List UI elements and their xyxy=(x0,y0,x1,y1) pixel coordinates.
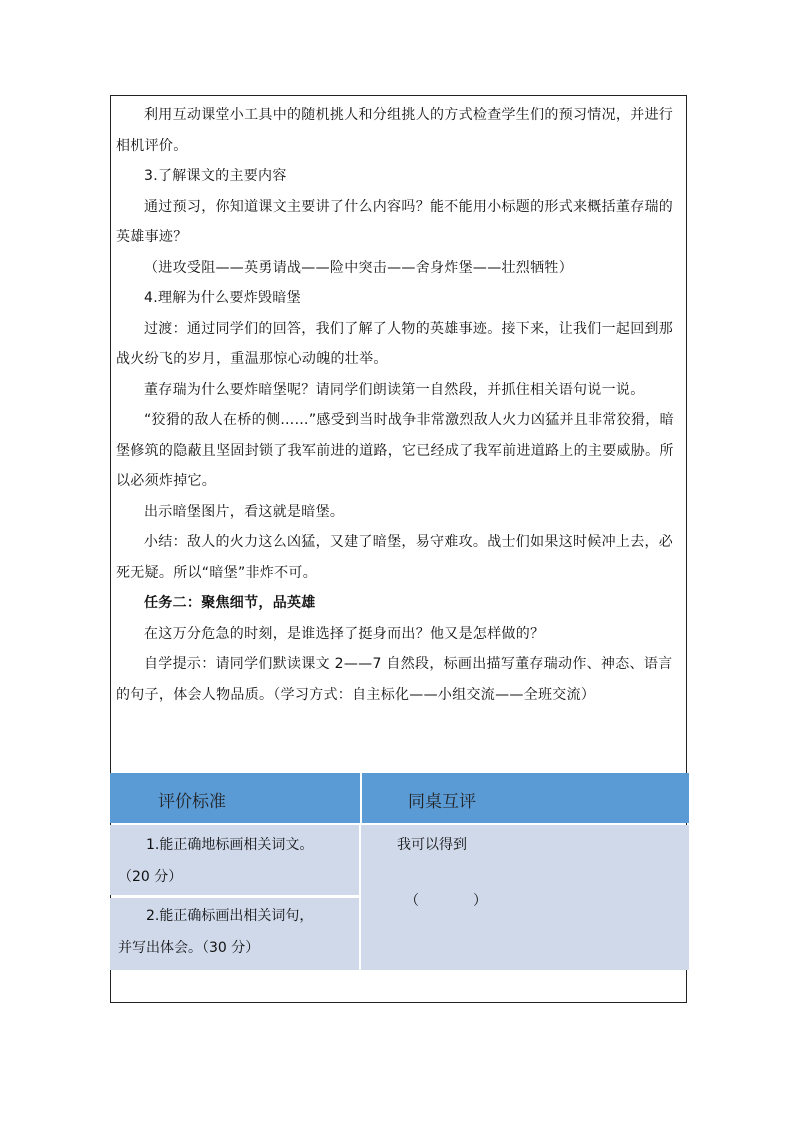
peer-review-text: 我可以得到 xyxy=(397,837,467,853)
paragraph: 利用互动课堂小工具中的随机挑人和分组挑人的方式检查学生们的预习情况，并进行相机评价。 xyxy=(116,107,674,154)
criterion-1 xyxy=(110,825,359,895)
task-heading: 任务二：聚焦细节，品英雄 xyxy=(144,595,316,611)
paragraph: 3.了解课文的主要内容 xyxy=(144,168,287,184)
paragraph: 过渡：通过同学们的回答，我们了解了人物的英雄事迹。接下来，让我们一起回到那战火纷飞的岁月，重温那惊心动魄的壮举。 xyxy=(116,320,674,367)
peer-review-header: 同桌互评 xyxy=(408,792,476,812)
criterion-1-text: 1.能正确地标画相关词文。 xyxy=(146,837,314,853)
paragraph: 出示暗堡图片，看这就是暗堡。 xyxy=(144,503,345,520)
criterion-2 xyxy=(110,898,359,970)
criteria-header: 评价标准 xyxy=(158,792,226,812)
paragraph: 4.理解为什么要炸毁暗堡 xyxy=(144,290,301,306)
paren-right: ） xyxy=(473,893,487,909)
paragraph: “狡猾的敌人在桥的侧……”感受到当时战争非常激烈敌人火力凶猛并且非常狡猾，暗堡修筑的隐蔽且坚固封锁了我军前进的道路，它已经成了我军前进道路上的主要威胁。所以必须炸掉它。 xyxy=(116,412,674,489)
paragraph: 小结：敌人的火力这么凶猛，又建了暗堡，易守难攻。战士们如果这时候冲上去，必死无疑。所以“暗堡”非炸不可。 xyxy=(116,534,674,581)
paragraph: 通过预习，你知道课文主要讲了什么内容吗？能不能用小标题的形式来概括董存瑞的英雄事迹？ xyxy=(116,198,674,245)
paragraph: （进攻受阻——英勇请战——险中突击——舍身炸堡——壮烈牺牲） xyxy=(144,259,573,276)
criterion-2-score: 并写出体会。（30 分） xyxy=(118,940,260,956)
paragraph: 自学提示：请同学们默读课文 2——7 自然段，标画出描写董存瑞动作、神态、语言的句子，体会人物品质。（学习方式：自主标化——小组交流——全班交流） xyxy=(116,656,673,703)
criterion-1-score: （20 分） xyxy=(118,869,183,885)
criterion-2-text: 2.能正确标画出相关词句， xyxy=(146,908,314,924)
peer-review-cell xyxy=(361,825,689,970)
paragraph: 董存瑞为什么要炸暗堡呢？请同学们朗读第一自然段，并抓住相关语句说一说。 xyxy=(144,381,645,398)
evaluation-header xyxy=(110,773,689,823)
lesson-text xyxy=(116,100,682,710)
paren-left: （ xyxy=(405,893,419,909)
paragraph: 在这万分危急的时刻，是谁选择了挺身而出？他又是怎样做的？ xyxy=(144,625,545,642)
score-blank xyxy=(405,885,689,917)
header-divider xyxy=(360,773,362,823)
